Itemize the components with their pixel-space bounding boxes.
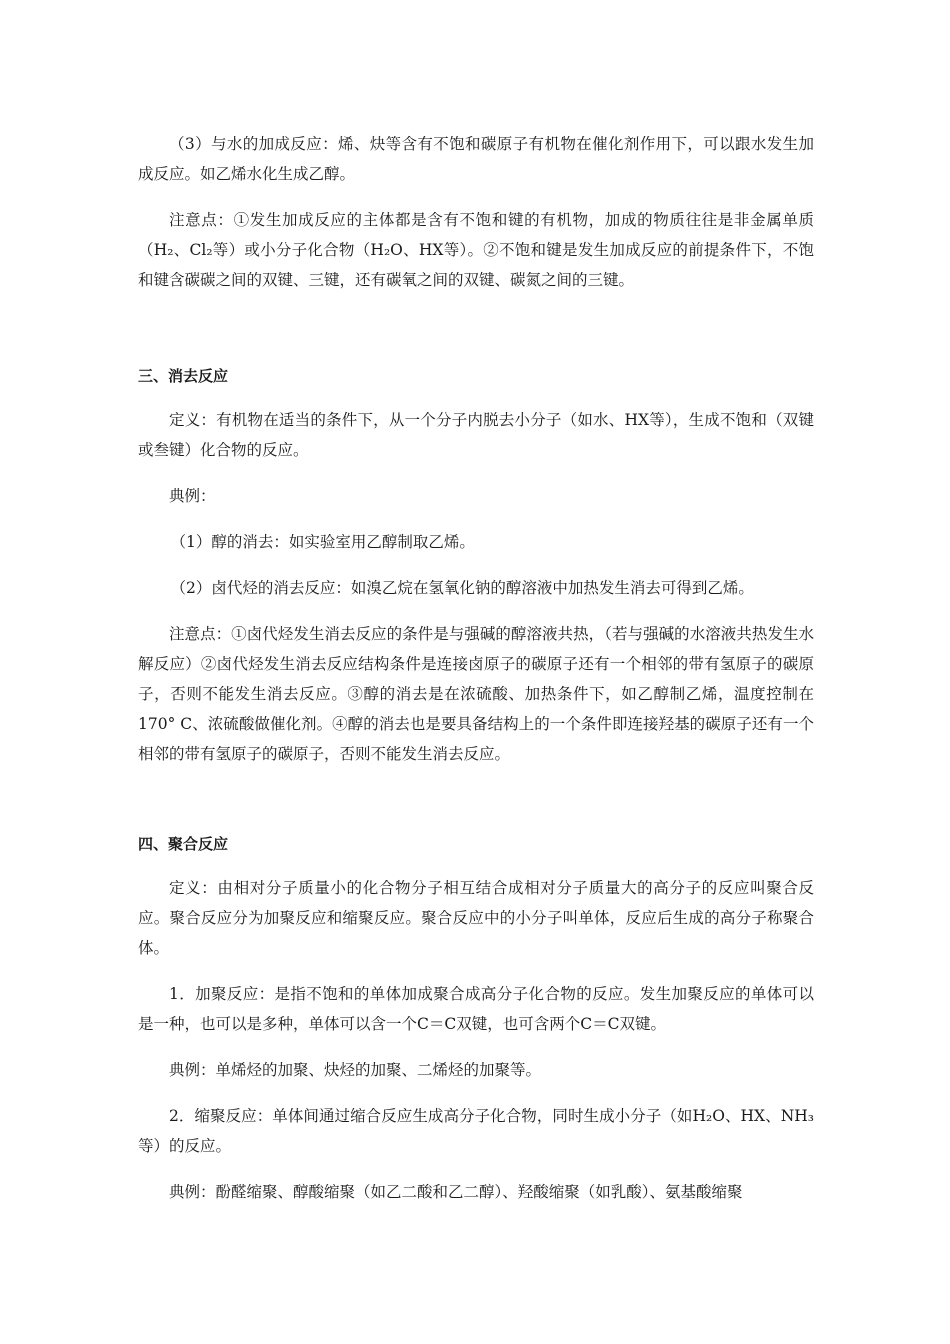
paragraph-elimination-examples-label: 典例： (169, 487, 216, 505)
paragraph-elimination-example-1: （1）醇的消去：如实验室用乙醇制取乙烯。 (170, 533, 475, 551)
paragraph-water-addition: （3）与水的加成反应：烯、炔等含有不饱和碳原子有机物在催化剂作用下，可以跟水发生加成反应。如乙烯水化生成乙醇。 (138, 135, 814, 183)
section-spacer (138, 785, 814, 829)
paragraph-addition-polymerization: 1．加聚反应：是指不饱和的单体加成聚合成高分子化合物的反应。发生加聚反应的单体可以是一种，也可以是多种，单体可以含一个C＝C双键，也可含两个C＝C双键。 (138, 985, 814, 1033)
paragraph-condensation-polymerization: 2．缩聚反应：单体间通过缩合反应生成高分子化合物，同时生成小分子（如H₂O、HX、NH₃等）的反应。 (138, 1107, 814, 1155)
document-body (138, 129, 814, 1223)
section-spacer (138, 311, 814, 361)
paragraph-elimination-definition: 定义：有机物在适当的条件下，从一个分子内脱去小分子（如水、HX等），生成不饱和（双键或叁键）化合物的反应。 (138, 411, 814, 459)
section-heading-elimination: 三、消去反应 (138, 367, 229, 385)
paragraph-addition-polymerization-examples: 典例：单烯烃的加聚、炔烃的加聚、二烯烃的加聚等。 (169, 1061, 542, 1079)
paragraph-elimination-example-2: （2）卤代烃的消去反应：如溴乙烷在氢氧化钠的醇溶液中加热发生消去可得到乙烯。 (170, 579, 754, 597)
paragraph-addition-notes: 注意点：①发生加成反应的主体都是含有不饱和键的有机物，加成的物质往往是非金属单质（H₂、Cl₂等）或小分子化合物（H₂O、HX等）。②不饱和键是发生加成反应的前提条件下，不饱和键含碳碳之间的双键、三键，还有碳氧之间的双键、碳氮之间的三键。 (138, 211, 814, 289)
section-heading-polymerization: 四、聚合反应 (138, 835, 229, 853)
paragraph-elimination-notes: 注意点：①卤代烃发生消去反应的条件是与强碱的醇溶液共热，（若与强碱的水溶液共热发生水解反应）②卤代烃发生消去反应结构条件是连接卤原子的碳原子还有一个相邻的带有氢原子的碳原子，否则不能发生消去反应。③醇的消去是在浓硫酸、加热条件下，如乙醇制乙烯，温度控制在170° C、浓硫酸做催化剂。④醇的消去也是要具备结构上的一个条件即连接羟基的碳原子还有一个相邻的带有氢原子的碳原子，否则不能发生消去反应。 (138, 625, 814, 763)
paragraph-polymerization-definition: 定义：由相对分子质量小的化合物分子相互结合成相对分子质量大的高分子的反应叫聚合反应。聚合反应分为加聚反应和缩聚反应。聚合反应中的小分子叫单体，反应后生成的高分子称聚合体。 (138, 879, 814, 957)
paragraph-condensation-polymerization-examples: 典例：酚醛缩聚、醇酸缩聚（如乙二酸和乙二醇）、羟酸缩聚（如乳酸）、氨基酸缩聚 (169, 1183, 743, 1201)
